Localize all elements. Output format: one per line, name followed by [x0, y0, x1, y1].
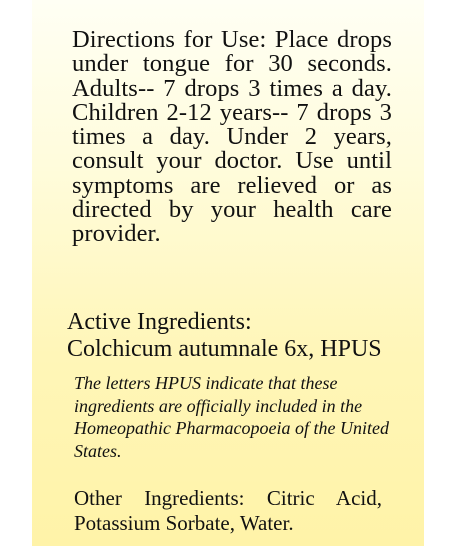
- active-ingredients-section: [67, 309, 407, 363]
- active-ingredients-heading: Active Ingredients:: [67, 309, 252, 335]
- active-ingredient-item: Colchicum autumnale 6x, HPUS: [67, 336, 382, 362]
- directions-for-use-text: Directions for Use: Place drops under tongue for 30 seconds. Adults-- 7 drops 3 times a day. Children 2-12 years-- 7 drops 3 times a day. Under 2 years, consult your doctor. Use until symptoms are relieved or as directed by your health care provider.: [72, 26, 392, 248]
- other-ingredients-text: Other Ingredients: Citric Acid, Potassium Sorbate, Water.: [74, 486, 382, 535]
- hpus-disclaimer-note: The letters HPUS indicate that these ingredients are officially included in the Homeopathic Pharmacopoeia of the United States.: [74, 373, 389, 461]
